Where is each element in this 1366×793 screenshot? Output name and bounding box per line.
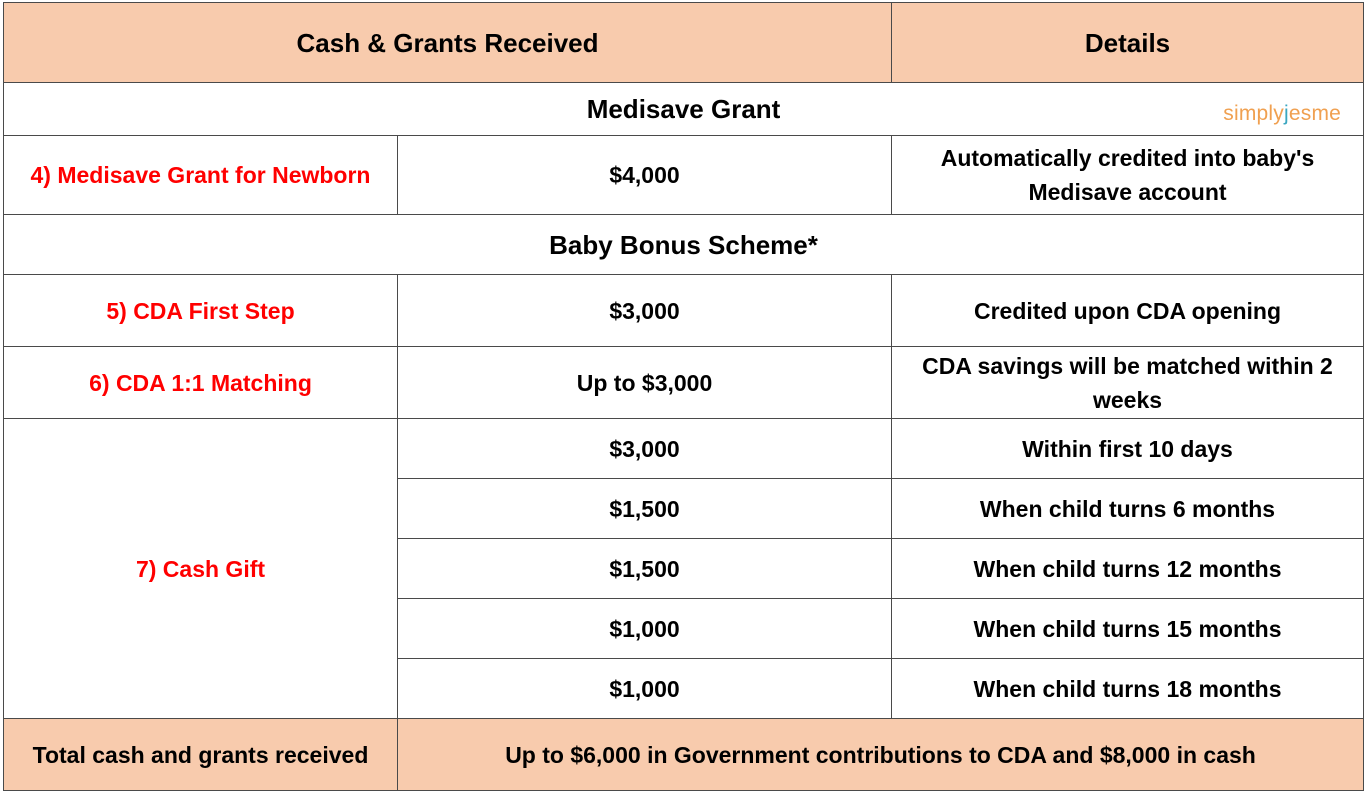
header-details: Details <box>892 3 1364 83</box>
details-cda-matching: CDA savings will be matched within 2 weeks <box>892 347 1364 419</box>
amount-cash-gift-3: $1,500 <box>398 539 892 599</box>
details-cash-gift-3: When child turns 12 months <box>892 539 1364 599</box>
amount-cash-gift-5: $1,000 <box>398 659 892 719</box>
logo-part-3: esme <box>1288 102 1342 125</box>
total-value: Up to $6,000 in Government contributions to CDA and $8,000 in cash <box>398 719 1364 791</box>
details-cash-gift-2: When child turns 6 months <box>892 479 1364 539</box>
total-row <box>4 719 1364 791</box>
header-row <box>4 3 1364 83</box>
amount-cda-matching: Up to $3,000 <box>398 347 892 419</box>
amount-medisave-newborn: $4,000 <box>398 136 892 215</box>
table-row-cash-gift-1 <box>4 419 1364 479</box>
details-cda-first-step: Credited upon CDA opening <box>892 275 1364 347</box>
label-cda-matching: 6) CDA 1:1 Matching <box>4 347 398 419</box>
total-label: Total cash and grants received <box>4 719 398 791</box>
section-medisave-title: Medisave Grant <box>586 94 781 124</box>
header-cash-grants: Cash & Grants Received <box>4 3 892 83</box>
section-row-baby-bonus <box>4 215 1364 275</box>
table-row-medisave-newborn <box>4 136 1364 215</box>
grants-table <box>3 2 1364 791</box>
section-baby-bonus-title: Baby Bonus Scheme* <box>4 215 1364 275</box>
logo-part-2: j <box>1283 102 1289 125</box>
details-cash-gift-5: When child turns 18 months <box>892 659 1364 719</box>
table-row-cda-matching <box>4 347 1364 419</box>
details-cash-gift-4: When child turns 15 months <box>892 599 1364 659</box>
table-row-cda-first-step <box>4 275 1364 347</box>
amount-cash-gift-4: $1,000 <box>398 599 892 659</box>
label-medisave-newborn: 4) Medisave Grant for Newborn <box>4 136 398 215</box>
label-cash-gift: 7) Cash Gift <box>4 419 398 719</box>
amount-cash-gift-2: $1,500 <box>398 479 892 539</box>
section-row-medisave <box>4 83 1364 136</box>
amount-cda-first-step: $3,000 <box>398 275 892 347</box>
label-cda-first-step: 5) CDA First Step <box>4 275 398 347</box>
simplyjesme-logo <box>1223 97 1341 131</box>
amount-cash-gift-1: $3,000 <box>398 419 892 479</box>
section-medisave-cell <box>4 83 1364 136</box>
details-medisave-newborn: Automatically credited into baby's Medisave account <box>892 136 1364 215</box>
logo-part-1: simply <box>1223 102 1284 125</box>
details-cash-gift-1: Within first 10 days <box>892 419 1364 479</box>
